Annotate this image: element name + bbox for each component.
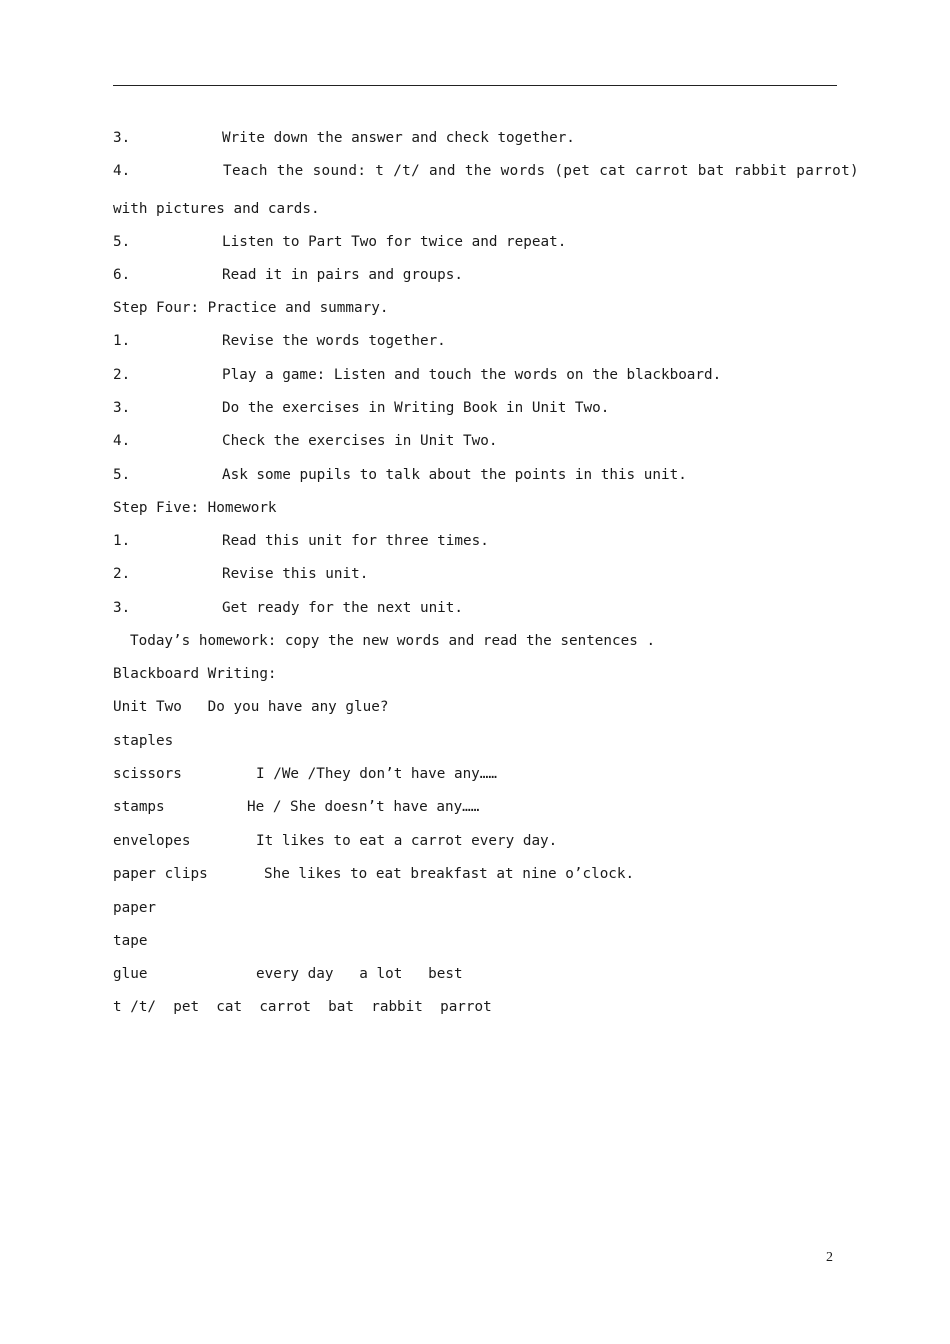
blackboard-row: glue every day a lot best bbox=[113, 966, 463, 982]
list-item: 6. Read it in pairs and groups. bbox=[113, 267, 464, 283]
list-item: 3. Do the exercises in Writing Book in Unit Two. bbox=[113, 400, 610, 416]
blackboard-row: staples bbox=[113, 733, 174, 749]
list-item: 1. Read this unit for three times. bbox=[113, 533, 489, 549]
list-item: 3. Write down the answer and check together. bbox=[113, 130, 575, 146]
section-heading: Step Five: Homework bbox=[113, 500, 277, 516]
blackboard-row: tape bbox=[113, 933, 148, 949]
page-number: 2 bbox=[826, 1250, 833, 1265]
header-rule bbox=[113, 85, 837, 86]
blackboard-row: stamps He / She doesn’t have any…… bbox=[113, 799, 480, 815]
blackboard-row: paper bbox=[113, 900, 157, 916]
list-item: 5. Listen to Part Two for twice and repeat. bbox=[113, 234, 567, 250]
section-heading: Step Four: Practice and summary. bbox=[113, 300, 389, 316]
wrapped-text: with pictures and cards. bbox=[113, 201, 320, 217]
list-item: 4. Check the exercises in Unit Two. bbox=[113, 433, 498, 449]
list-item: 3. Get ready for the next unit. bbox=[113, 600, 464, 616]
list-item: 1. Revise the words together. bbox=[113, 333, 446, 349]
list-item: 4. Teach the sound: t /t/ and the words (pet cat carrot bat rabbit parrot) bbox=[113, 163, 859, 179]
blackboard-row: paper clips She likes to eat breakfast at nine o’clock. bbox=[113, 866, 635, 882]
blackboard-row: scissors I /We /They don’t have any…… bbox=[113, 766, 498, 782]
homework-note: Today’s homework: copy the new words and read the sentences . bbox=[130, 633, 656, 649]
list-item: 2. Play a game: Listen and touch the words on the blackboard. bbox=[113, 367, 722, 383]
list-item: 2. Revise this unit. bbox=[113, 566, 369, 582]
unit-title: Unit Two Do you have any glue? bbox=[113, 699, 389, 715]
list-item: 5. Ask some pupils to talk about the points in this unit. bbox=[113, 467, 687, 483]
sound-line: t /t/ pet cat carrot bat rabbit parrot bbox=[113, 999, 492, 1015]
blackboard-heading: Blackboard Writing: bbox=[113, 666, 277, 682]
blackboard-row: envelopes It likes to eat a carrot every day. bbox=[113, 833, 558, 849]
